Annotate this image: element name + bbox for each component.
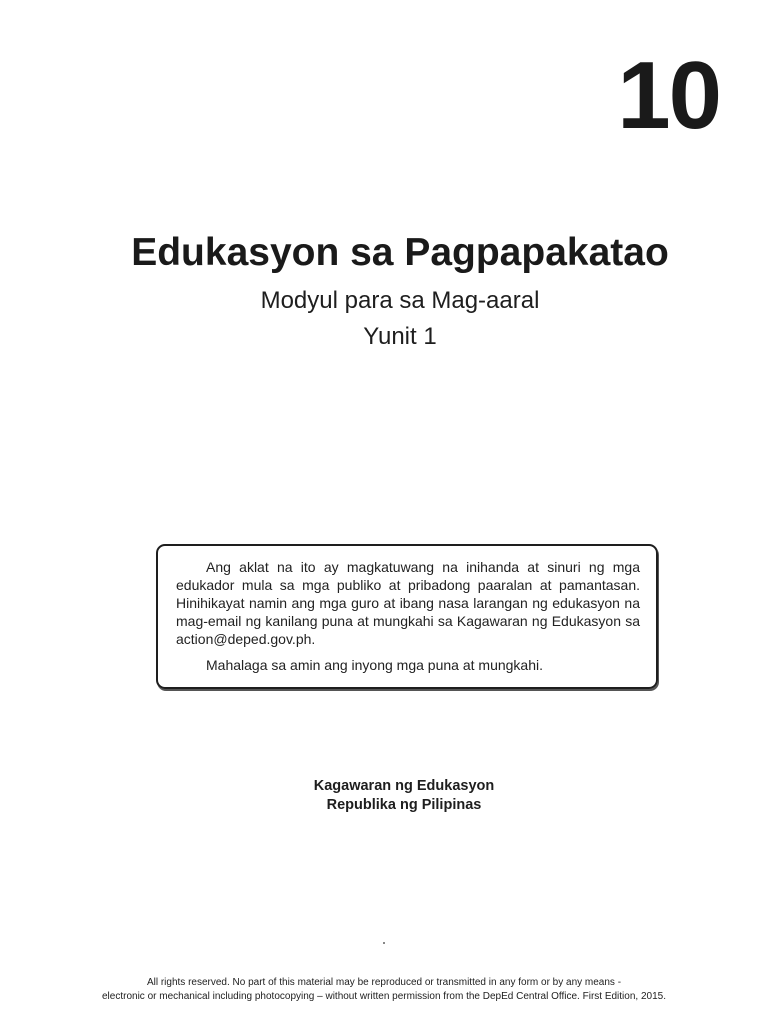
unit-label: Yunit 1 bbox=[363, 322, 437, 350]
notice-paragraph-1: Ang aklat na ito ay magkatuwang na inihanda at sinuri ng mga edukador mula sa mga publiko at pribadong paaralan at pamantasan. Hinihikayat namin ang mga guro at ibang nasa larangan ng edukasyon na mag-email ng kanilang puna at mungkahi sa Kagawaran ng Edukasyon sa action@deped.gov.ph. bbox=[176, 559, 640, 647]
book-title: Edukasyon sa Pagpapakatao bbox=[131, 231, 669, 274]
module-label: Modyul para sa Mag-aaral bbox=[260, 286, 540, 314]
copyright-line-2: electronic or mechanical including photocopying – without written permission from the DepEd Central Office. First Edition, 2015. bbox=[102, 991, 666, 1002]
notice-paragraph-2: Mahalaga sa amin ang inyong mga puna at mungkahi. bbox=[206, 657, 543, 673]
copyright-footer bbox=[0, 976, 768, 1004]
stray-dot bbox=[383, 942, 385, 944]
agency-name: Kagawaran ng Edukasyon bbox=[313, 778, 495, 794]
agency-block bbox=[0, 777, 768, 815]
subtitle bbox=[0, 283, 768, 355]
notice-box bbox=[156, 544, 658, 689]
country-name: Republika ng Pilipinas bbox=[326, 797, 482, 813]
title-block bbox=[0, 232, 768, 355]
grade-number: 10 bbox=[617, 42, 720, 149]
notice-content bbox=[176, 558, 642, 674]
copyright-line-1: All rights reserved. No part of this material may be reproduced or transmitted in any form or by any means - bbox=[146, 977, 622, 988]
